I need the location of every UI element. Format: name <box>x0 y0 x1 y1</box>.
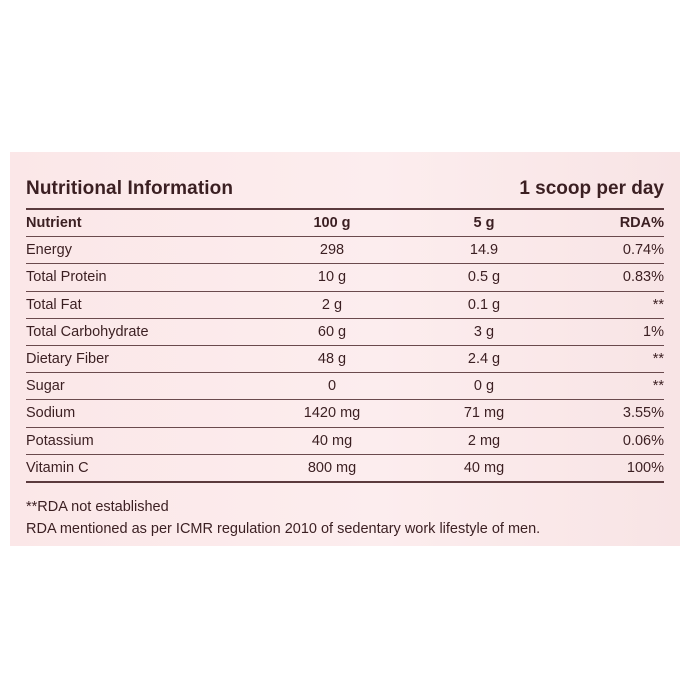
value-per-5g: 0.1 g <box>467 296 501 313</box>
table-row <box>26 373 664 400</box>
value-per-5g: 71 mg <box>463 405 505 422</box>
header-per-100g: 100 g <box>313 215 351 231</box>
value-per-100g: 0 <box>327 378 337 395</box>
value-per-100g: 40 mg <box>311 432 353 449</box>
value-per-5g: 0.5 g <box>467 269 501 286</box>
value-per-100g: 800 mg <box>307 459 357 476</box>
table-row <box>26 292 664 319</box>
value-rda: ** <box>652 296 664 313</box>
value-rda: 0.06% <box>622 432 664 449</box>
panel-header <box>26 178 664 204</box>
table-row <box>26 264 664 291</box>
value-rda: ** <box>652 350 664 367</box>
panel-title: Nutritional Information <box>26 178 234 199</box>
nutrient-name: Sugar <box>26 378 65 395</box>
nutrient-name: Potassium <box>26 432 94 449</box>
value-per-5g: 2.4 g <box>467 350 501 367</box>
nutrient-name: Sodium <box>26 405 76 422</box>
serving-size: 1 scoop per day <box>519 178 664 199</box>
nutrient-name: Total Carbohydrate <box>26 323 149 340</box>
value-rda: 1% <box>643 323 664 340</box>
rda-footnote: **RDA not established <box>26 499 169 515</box>
value-rda: 0.74% <box>622 242 664 259</box>
value-rda: 100% <box>626 459 664 476</box>
value-rda: 3.55% <box>622 405 664 422</box>
nutrient-name: Vitamin C <box>26 459 89 476</box>
value-per-5g: 2 mg <box>467 432 501 449</box>
value-per-100g: 60 g <box>317 323 347 340</box>
value-per-5g: 14.9 <box>469 242 499 259</box>
value-per-5g: 3 g <box>473 323 495 340</box>
footnotes <box>26 496 540 540</box>
value-rda: 0.83% <box>622 269 664 286</box>
value-per-100g: 2 g <box>321 296 343 313</box>
table-row <box>26 455 664 483</box>
value-per-100g: 48 g <box>317 350 347 367</box>
nutrition-panel <box>10 152 680 546</box>
table-header-row <box>26 210 664 237</box>
value-per-5g: 40 mg <box>463 459 505 476</box>
table-row <box>26 346 664 373</box>
value-per-100g: 10 g <box>317 269 347 286</box>
nutrient-name: Total Protein <box>26 269 107 286</box>
nutrition-table <box>26 208 664 483</box>
table-row <box>26 428 664 455</box>
value-per-100g: 1420 mg <box>303 405 361 422</box>
header-per-5g: 5 g <box>473 215 495 231</box>
table-row <box>26 400 664 427</box>
value-per-100g: 298 <box>319 242 345 259</box>
value-per-5g: 0 g <box>473 378 495 395</box>
table-row <box>26 237 664 264</box>
nutrient-name: Dietary Fiber <box>26 350 109 367</box>
header-rda: RDA% <box>619 215 664 231</box>
header-nutrient: Nutrient <box>26 215 82 231</box>
regulation-footnote: RDA mentioned as per ICMR regulation 2010 of sedentary work lifestyle of men. <box>26 521 541 537</box>
nutrient-name: Total Fat <box>26 296 82 313</box>
value-rda: ** <box>652 378 664 395</box>
table-row <box>26 319 664 346</box>
nutrient-name: Energy <box>26 242 72 259</box>
